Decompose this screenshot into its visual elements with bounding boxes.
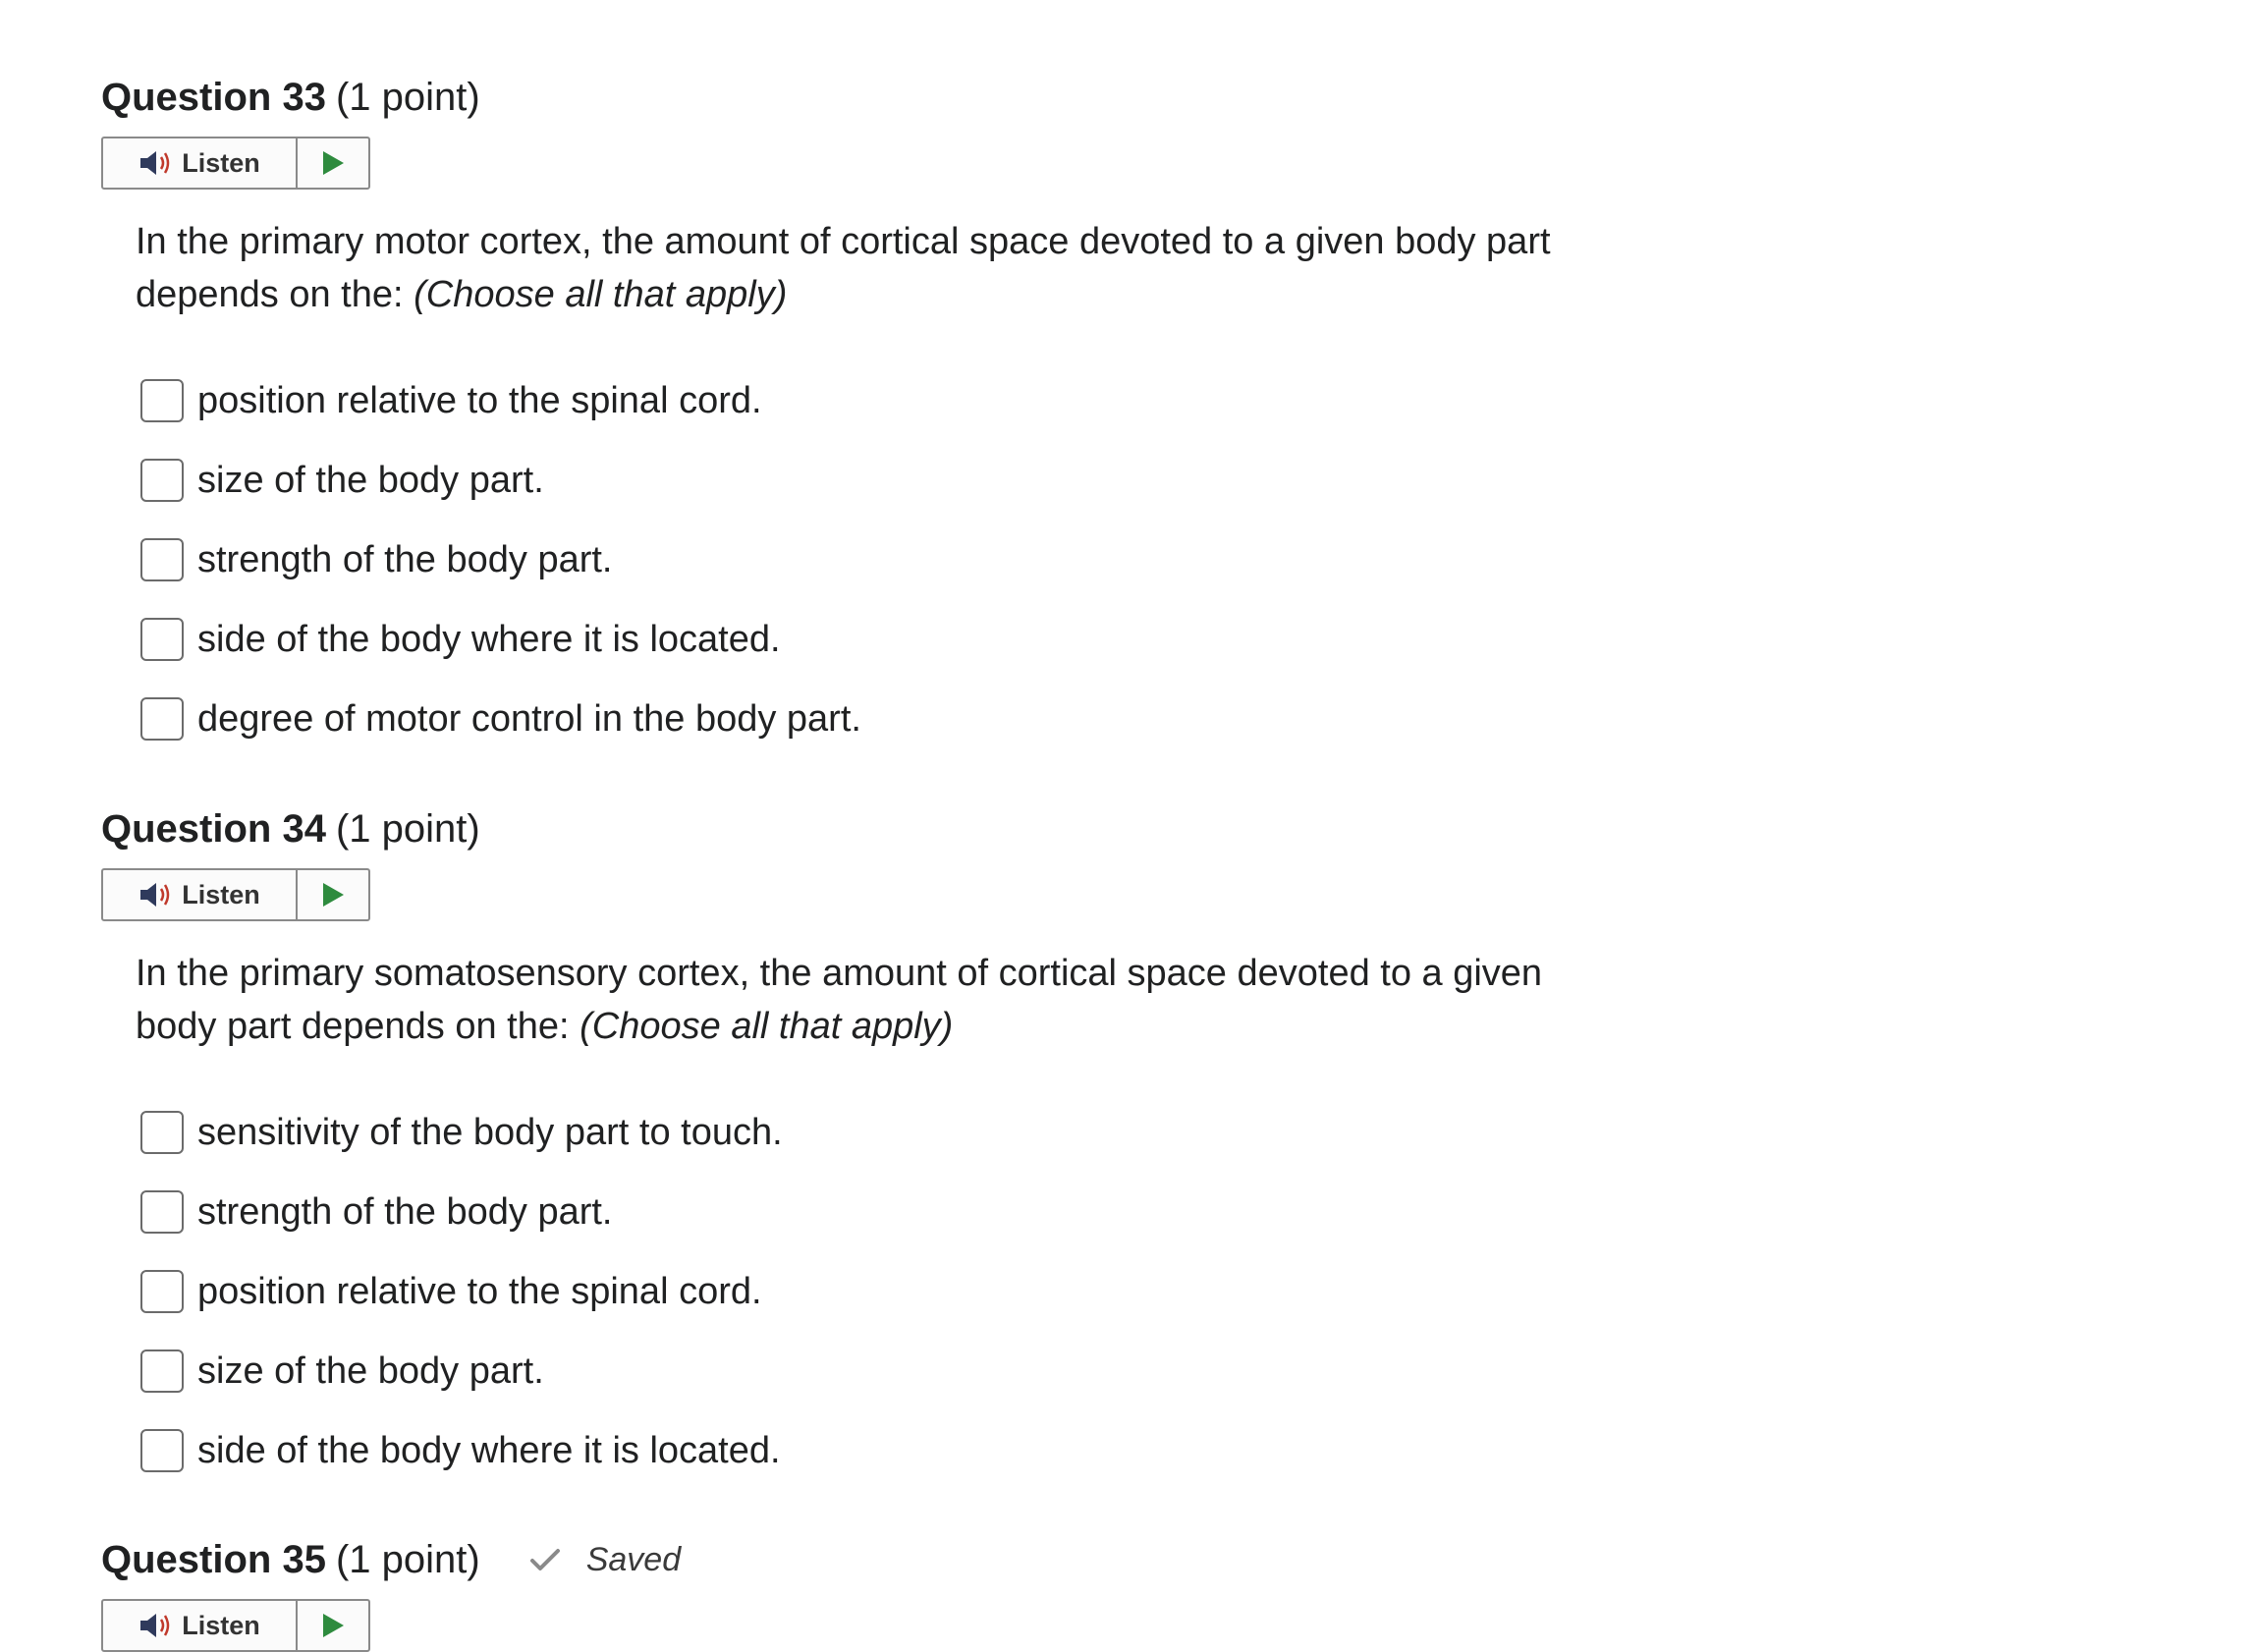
speaker-icon	[138, 148, 176, 178]
option-label: degree of motor control in the body part.	[197, 697, 861, 740]
question-35	[101, 1536, 681, 1652]
checkmark-icon	[529, 1547, 561, 1572]
saved-label: Saved	[585, 1541, 682, 1578]
answer-checkbox[interactable]	[140, 459, 184, 502]
play-icon	[321, 150, 345, 176]
option-label: size of the body part.	[197, 459, 544, 501]
question-34	[101, 805, 1589, 1504]
play-button[interactable]	[298, 870, 368, 919]
question-points: (1 point)	[335, 807, 480, 851]
answer-option[interactable]	[140, 1106, 1589, 1159]
option-label: side of the body where it is located.	[197, 1429, 781, 1471]
question-points: (1 point)	[335, 1538, 480, 1581]
listen-label: Listen	[182, 147, 260, 178]
play-button[interactable]	[298, 138, 368, 188]
play-icon	[321, 1613, 345, 1638]
question-prompt	[136, 947, 1589, 1053]
question-title: Question 34	[101, 807, 326, 851]
answer-option[interactable]	[140, 1185, 1589, 1239]
answer-checkbox[interactable]	[140, 379, 184, 422]
listen-label: Listen	[182, 1610, 260, 1640]
answer-option[interactable]	[140, 1265, 1589, 1318]
answer-checkbox[interactable]	[140, 697, 184, 741]
play-button[interactable]	[298, 1601, 368, 1650]
answer-options	[140, 1106, 1589, 1477]
answer-option[interactable]	[140, 374, 1589, 427]
readspeaker-bar	[101, 1599, 370, 1652]
question-header	[101, 805, 1589, 853]
answer-checkbox[interactable]	[140, 1270, 184, 1313]
answer-option[interactable]	[140, 533, 1589, 586]
answer-checkbox[interactable]	[140, 618, 184, 661]
readspeaker-bar	[101, 137, 370, 190]
prompt-text: In the primary somatosensory cortex, the amount of cortical space devoted to a given body part depends on the:	[136, 953, 1543, 1047]
listen-button[interactable]	[103, 870, 298, 919]
speaker-icon	[138, 1611, 176, 1640]
question-points: (1 point)	[335, 76, 480, 119]
answer-option[interactable]	[140, 692, 1589, 745]
saved-status	[529, 1536, 681, 1583]
answer-checkbox[interactable]	[140, 1111, 184, 1154]
listen-button[interactable]	[103, 138, 298, 188]
option-label: side of the body where it is located.	[197, 618, 781, 660]
speaker-icon	[138, 880, 176, 909]
option-label: sensitivity of the body part to touch.	[197, 1111, 783, 1153]
prompt-text: In the primary motor cortex, the amount of cortical space devoted to a given body part depends on the:	[136, 221, 1551, 315]
answer-checkbox[interactable]	[140, 1429, 184, 1472]
question-header	[101, 1536, 681, 1583]
answer-option[interactable]	[140, 1345, 1589, 1398]
option-label: position relative to the spinal cord.	[197, 379, 762, 421]
answer-options	[140, 374, 1589, 745]
question-title: Question 35	[101, 1538, 326, 1581]
answer-option[interactable]	[140, 1424, 1589, 1477]
play-icon	[321, 882, 345, 908]
question-prompt	[136, 215, 1589, 321]
option-label: strength of the body part.	[197, 1190, 613, 1233]
answer-checkbox[interactable]	[140, 1190, 184, 1234]
listen-button[interactable]	[103, 1601, 298, 1650]
readspeaker-bar	[101, 868, 370, 921]
answer-checkbox[interactable]	[140, 538, 184, 581]
answer-checkbox[interactable]	[140, 1349, 184, 1393]
option-label: size of the body part.	[197, 1349, 544, 1392]
prompt-instruction: (Choose all that apply)	[580, 1006, 954, 1047]
option-label: strength of the body part.	[197, 538, 613, 580]
listen-label: Listen	[182, 879, 260, 909]
question-title: Question 33	[101, 76, 326, 119]
answer-option[interactable]	[140, 613, 1589, 666]
option-label: position relative to the spinal cord.	[197, 1270, 762, 1312]
question-header	[101, 74, 1589, 121]
question-33	[101, 74, 1589, 772]
prompt-instruction: (Choose all that apply)	[414, 274, 788, 315]
answer-option[interactable]	[140, 454, 1589, 507]
